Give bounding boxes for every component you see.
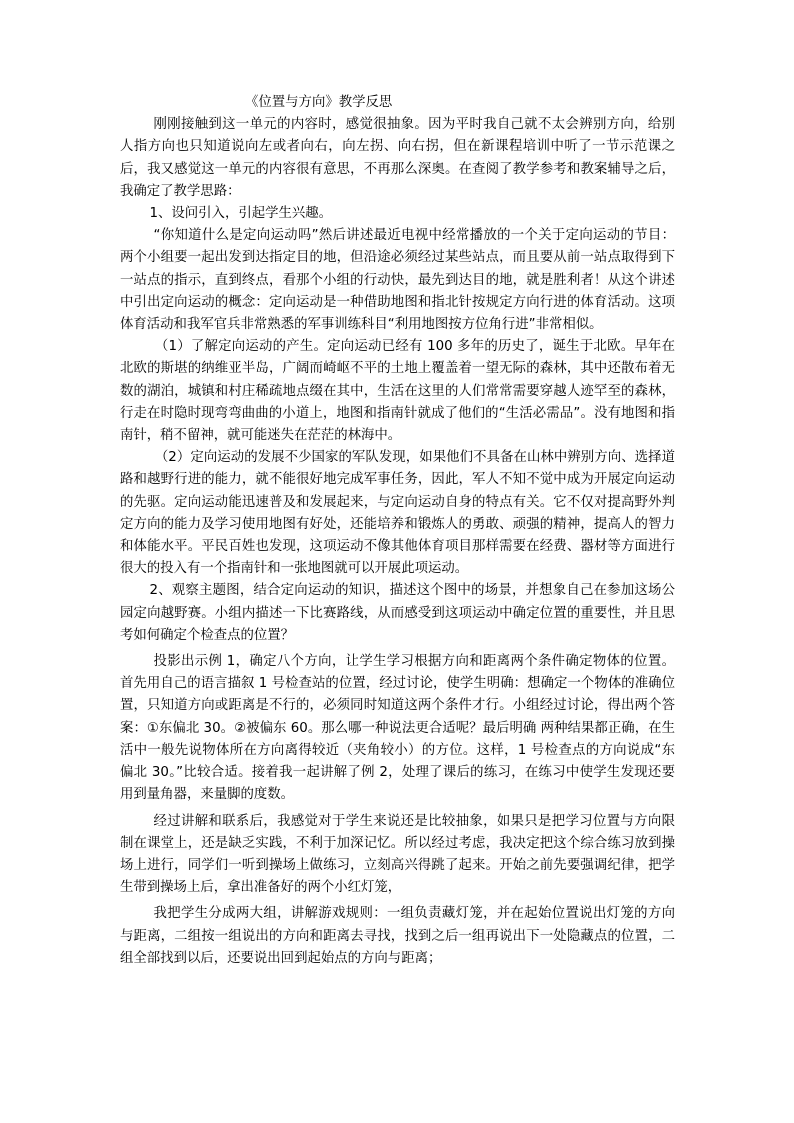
paragraph-game-rules: 我把学生分成两大组，讲解游戏规则：一组负责藏灯笼，并在起始位置说出灯笼的方向与距离，二组按一组说出的方向和距离去寻找，找到之后一组再说出下一处隐藏点的位置，二组全部找到以后，还要说出回到起始点的方向与距离； [120,906,675,966]
paragraph-origin: （1）了解定向运动的产生。定向运动已经有 100 多年的历史了，诞生于北欧。早年在北欧的斯堪的纳维亚半岛，广阔而崎岖不平的土地上覆盖着一望无际的森林，其中还散布着无数的湖泊，城镇和村庄稀疏地点缀在其中，生活在这里的人们常常需要穿越人迹罕至的森林，行走在时隐时现弯弯曲曲的小道上，地图和指南针就成了他们的“生活必需品”。没有地图和指南针，稍不留神，就可能迷失在茫茫的林海中。 [120,339,675,444]
document-title: 《位置与方向》教学反思 [245,95,393,110]
paragraph-example-1: 投影出示例 1，确定八个方向，让学生学习根据方向和距离两个条件确定物体的位置。首先用自己的语言描叙 1 号检查站的位置，经过讨论，使学生明确：想确定一个物体的准确位置，只知道方向或距离是不行的，必须同时知道这两个条件才行。小组经过讨论，得出两个答案：①东偏北 30。②被偏东 60。那么哪一种说法更合适呢？最后明确 两种结果都正确，在生活中一般先说物体所在方向离得较近（夹角较小）的方位。这样，1 号检查点的方向说成“东偏北 30。”比较合适。接着我一起讲解了例 2，处理了课后的练习，在练习中使学生发现还要用到量角器，来量脚的度数。 [120,654,675,803]
paragraph-orienteering-question: “你知道什么是定向运动吗”然后讲述最近电视中经常播放的一个关于定向运动的节目：两个小组要一起出发到达指定目的地，但沿途必须经过某些站点，而且要从前一站点取得到下一站点的指示，直到终点，看那个小组的行动快，最先到达目的地，就是胜利者！从这个讲述中引出定向运动的概念：定向运动是一种借助地图和指北针按规定方向行进的体育活动。这项体育活动和我军官兵非常熟悉的军事训练科目“利用地图按方位角行进”非常相似。 [120,228,675,333]
paragraph-development: （2）定向运动的发展不少国家的军队发现，如果他们不具备在山林中辨别方向、选择道路和越野行进的能力，就不能很好地完成军事任务，因此，军人不知不觉中成为开展定向运动的先驱。定向运动能迅速普及和发展起来，与定向运动自身的特点有关。它不仅对提高野外判定方向的能力及学习使用地图有好处，还能培养和锻炼人的勇敢、顽强的精神，提高人的智力和体能水平。平民百姓也发现，这项运动不像其他体育项目那样需要在经费、器材等方面进行很大的投入有一个指南针和一张地图就可以开展此项运动。 [120,450,675,577]
document-page [120,92,675,970]
paragraph-intro: 刚刚接触到这一单元的内容时，感觉很抽象。因为平时我自己就不太会辨别方向，给别人指方向也只知道说向左或者向右，向左拐、向右拐，但在新课程培训中听了一节示范课之后，我又感觉这一单元的内容很有意思，不再那么深奥。在查阅了教学参考和教案辅导之后，我确定了教学思路： [120,117,675,199]
paragraph-step-2: 2、观察主题图，结合定向运动的知识，描述这个图中的场景，并想象自己在参加这场公园定向越野赛。小组内描述一下比赛路线，从而感受到这项运动中确定位置的重要性，并且思考如何确定个检查点的位置？ [120,583,675,643]
paragraph-practice: 经过讲解和联系后，我感觉对于学生来说还是比较抽象，如果只是把学习位置与方向限制在课堂上，还是缺乏实践，不利于加深记忆。所以经过考虑，我决定把这个综合练习放到操场上进行，同学们一听到操场上做练习，立刻高兴得跳了起来。开始之前先要强调纪律，把学生带到操场上后，拿出准备好的两个小红灯笼， [120,813,675,896]
paragraph-step-1-heading: 1、设问引入，引起学生兴趣。 [149,206,333,222]
